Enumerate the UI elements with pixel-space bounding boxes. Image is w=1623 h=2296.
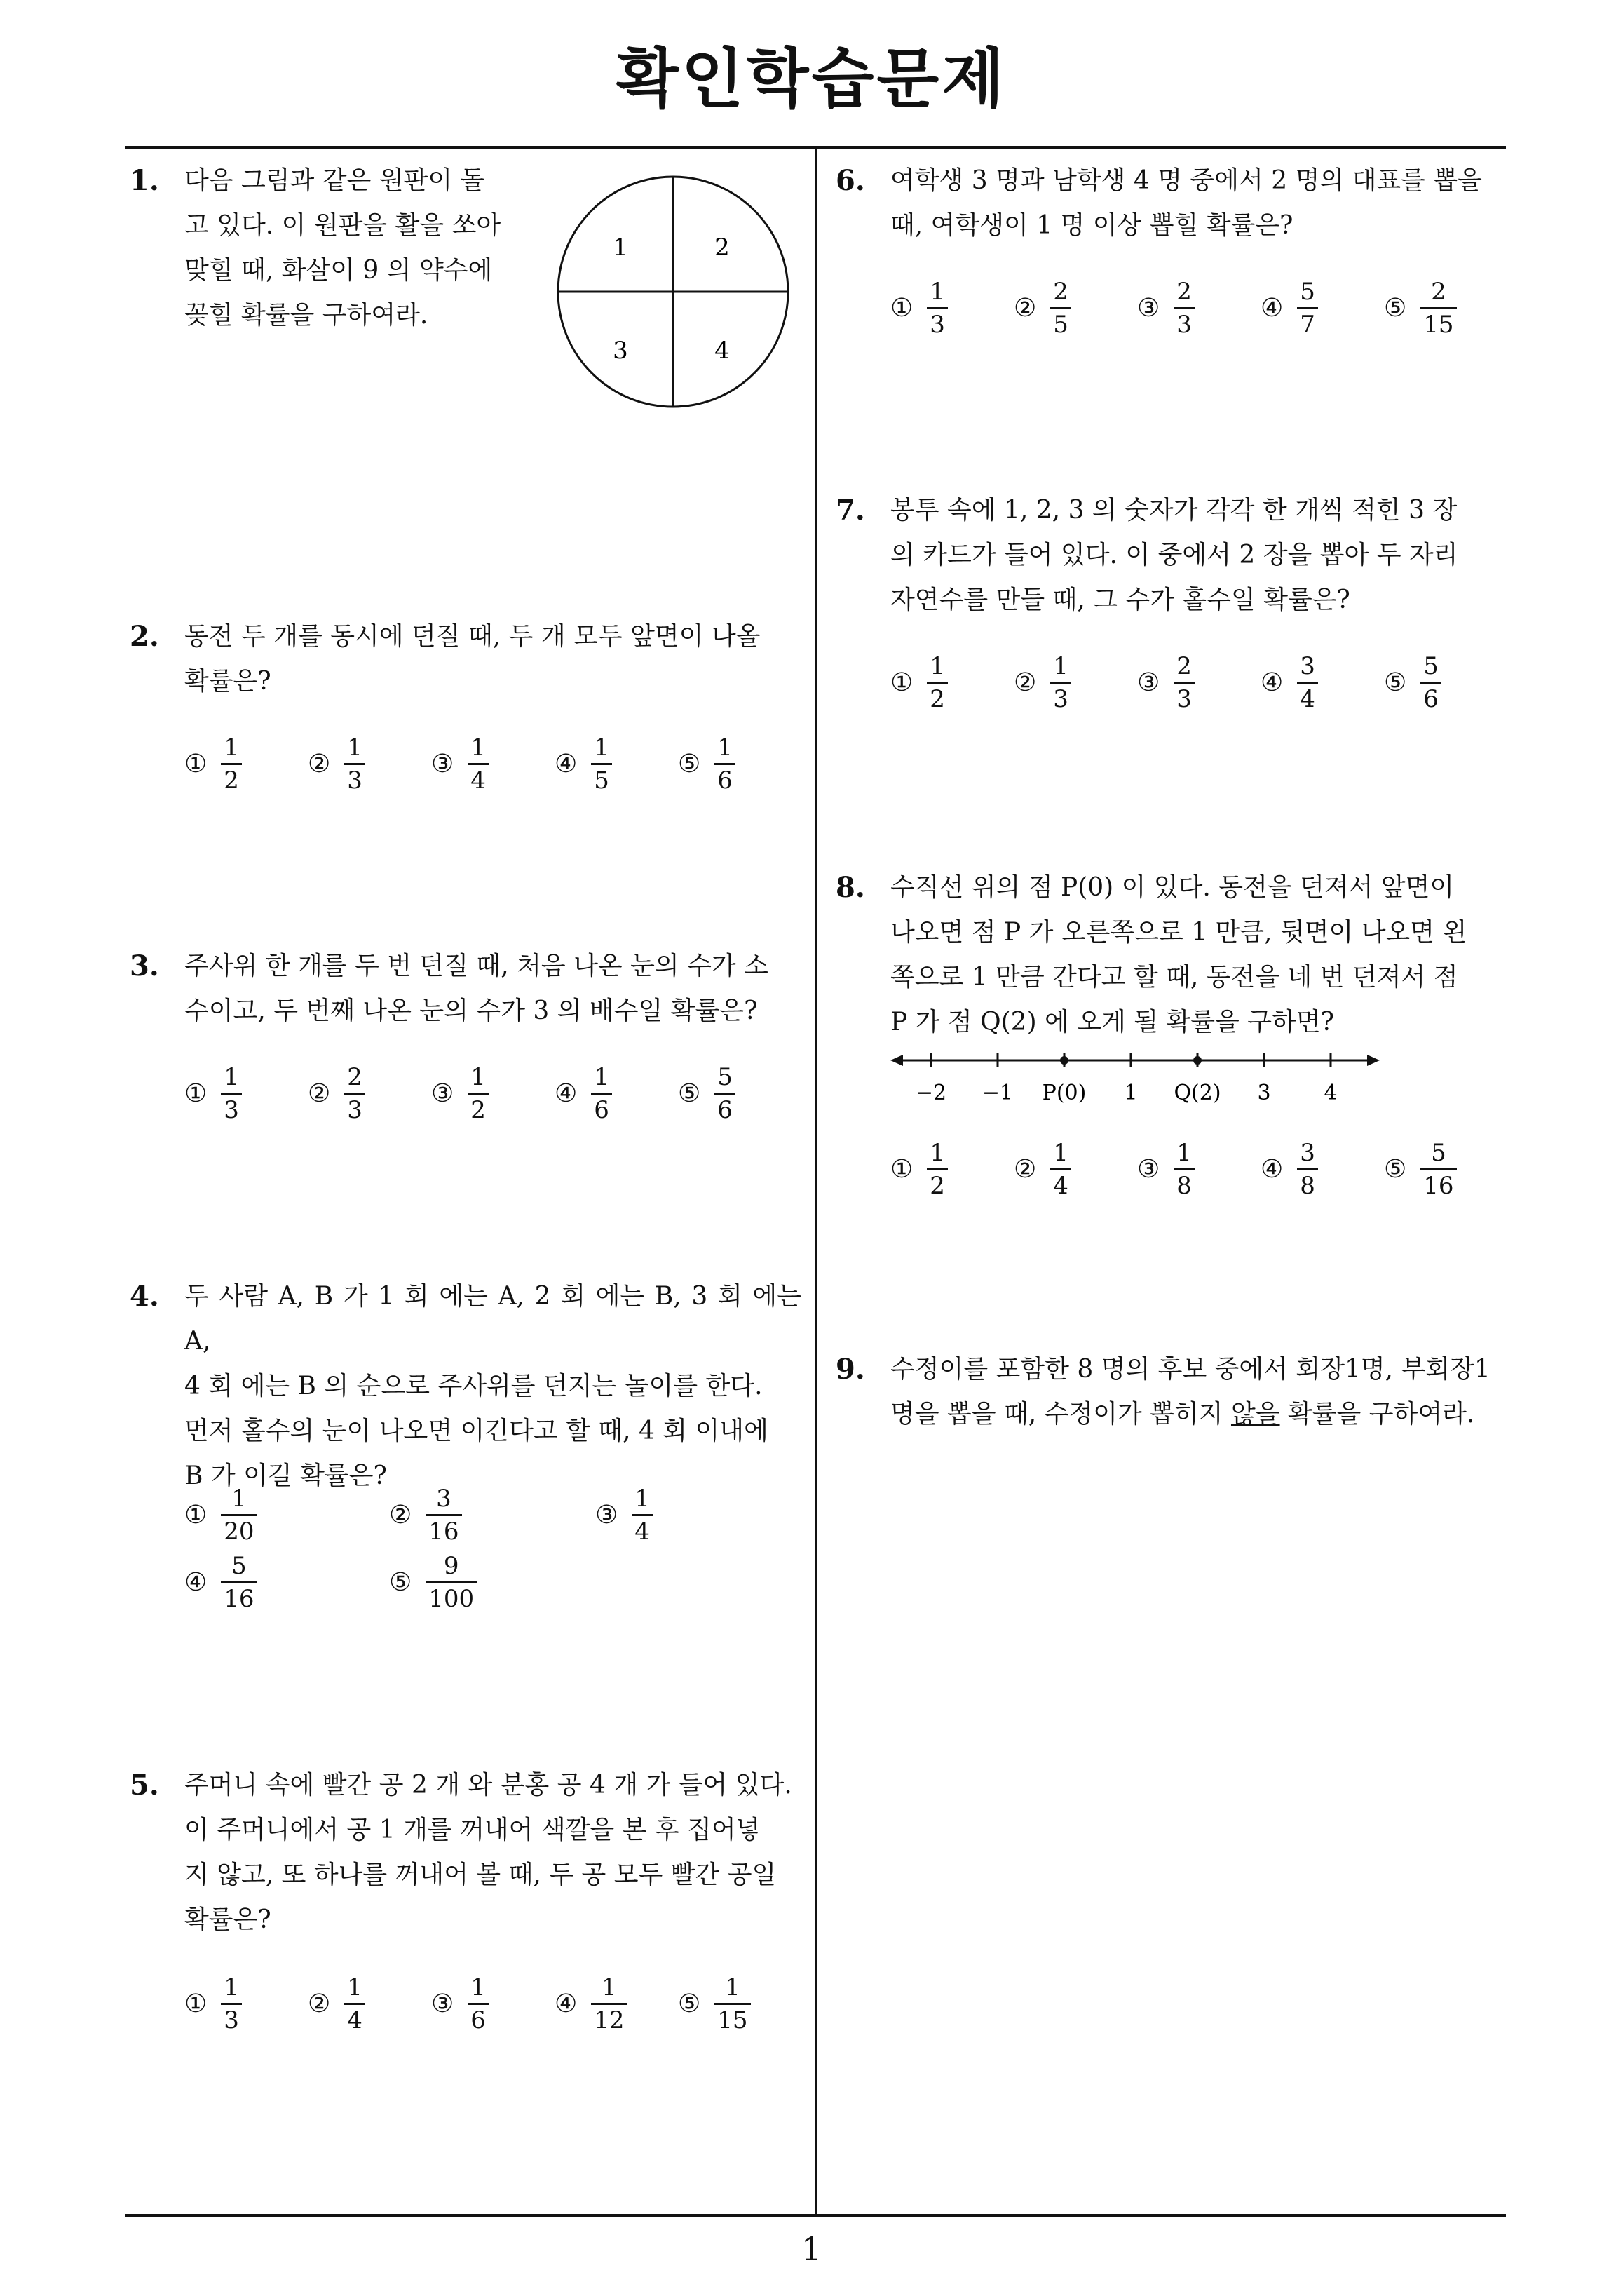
tick-label: −1	[982, 1081, 1014, 1105]
tick-label: 1	[1124, 1081, 1138, 1105]
target-disc	[554, 173, 792, 411]
choice-3[interactable]: ③ $\frac{2}{3}$	[1137, 278, 1195, 339]
choice-3[interactable]: ③ $\frac{1}{4}$	[595, 1485, 653, 1546]
emphasized-word: 않을	[1230, 1400, 1280, 1429]
question-text-line: 수정이를 포함한 8 명의 후보 중에서 회장1명, 부회장1	[890, 1355, 1490, 1384]
page-number: 1	[801, 2230, 822, 2268]
question-3	[130, 944, 803, 1154]
question-number: 5.	[130, 1769, 159, 1802]
question-8	[836, 865, 1509, 1216]
choice-3[interactable]: ③ $\frac{1}{4}$	[431, 734, 489, 795]
question-text-line: 명을 뽑을 때, 수정이가 뽑히지 않을 확률을 구하여라.	[890, 1400, 1475, 1429]
choice-2[interactable]: ② $\frac{1}{3}$	[1014, 652, 1071, 713]
question-text: 봉투 속에 1, 2, 3 의 숫자가 각각 한 개씩 적힌 3 장 의 카드가 들어 있다. 이 중에서 2 장을 뽑아 두 자리 자연수를 만들 때, 그 수가 홀수일 확률은?	[890, 496, 1458, 614]
choice-5[interactable]: ⑤ $\frac{9}{100}$	[389, 1552, 477, 1613]
disc-label-2: 2	[714, 234, 730, 262]
tick-label: 3	[1257, 1081, 1271, 1105]
tick-label: 4	[1324, 1081, 1338, 1105]
choice-4[interactable]: ④ $\frac{1}{12}$	[555, 1973, 627, 2034]
question-9	[836, 1347, 1509, 1459]
disc-label-3: 3	[613, 337, 628, 365]
choice-2[interactable]: ② $\frac{2}{3}$	[308, 1063, 365, 1124]
choice-5[interactable]: ⑤ $\frac{1}{15}$	[678, 1973, 751, 2034]
question-text: 주머니 속에 빨간 공 2 개 와 분홍 공 4 개 가 들어 있다. 이 주머니에서 공 1 개를 꺼내어 색깔을 본 후 집어넣 지 않고, 또 하나를 꺼내어 볼 때, 두 공 모두 빨간 공일 확률은?	[184, 1771, 792, 1934]
question-number: 7.	[836, 494, 865, 527]
question-2	[130, 614, 803, 825]
choice-4[interactable]: ④ $\frac{1}{5}$	[555, 734, 612, 795]
choice-1[interactable]: ① $\frac{1}{2}$	[890, 1139, 948, 1200]
bottom-rule	[125, 2214, 1506, 2217]
choice-5[interactable]: ⑤ $\frac{5}{6}$	[678, 1063, 735, 1124]
choice-4[interactable]: ④ $\frac{1}{6}$	[555, 1063, 612, 1124]
question-text: 동전 두 개를 동시에 던질 때, 두 개 모두 앞면이 나올 확률은?	[184, 622, 761, 696]
choice-1[interactable]: ① $\frac{1}{2}$	[184, 734, 242, 795]
question-5	[130, 1763, 803, 2058]
choice-2[interactable]: ② $\frac{2}{5}$	[1014, 278, 1071, 339]
question-4	[130, 1274, 803, 1639]
question-text: 두 사람 A, B 가 1 회 에는 A, 2 회 에는 B, 3 회 에는 A, 4 회 에는 B 의 순으로 주사위를 던지는 놀이를 한다. 먼저 홀수의 눈이 나오면 이긴다고 할 때, 4 회 이내에 B 가 이길 확률은?	[184, 1282, 801, 1490]
question-number: 4.	[130, 1280, 159, 1313]
question-6	[836, 158, 1509, 369]
question-number: 1.	[130, 164, 159, 197]
choice-4[interactable]: ④ $\frac{5}{16}$	[184, 1552, 257, 1613]
choice-4[interactable]: ④ $\frac{5}{7}$	[1261, 278, 1318, 339]
question-7	[836, 488, 1509, 741]
question-1	[130, 158, 803, 439]
question-text: 수직선 위의 점 P(0) 이 있다. 동전을 던져서 앞면이 나오면 점 P 가 오른쪽으로 1 만큼, 뒷면이 나오면 왼 쪽으로 1 만큼 간다고 할 때, 동전을 네 번 던져서 점 P 가 점 Q(2) 에 오게 될 확률을 구하면?	[890, 873, 1467, 1036]
question-number: 3.	[130, 950, 159, 982]
choice-4[interactable]: ④ $\frac{3}{4}$	[1261, 652, 1318, 713]
question-text: 다음 그림과 같은 원판이 돌 고 있다. 이 원판을 활을 쏘아 맞힐 때, 화살이 9 의 약수에 꽂힐 확률을 구하여라.	[184, 166, 501, 330]
number-line	[890, 1045, 1381, 1122]
choice-3[interactable]: ③ $\frac{1}{2}$	[431, 1063, 489, 1124]
choice-1[interactable]: ① $\frac{1}{3}$	[890, 278, 948, 339]
question-text	[890, 1347, 1507, 1437]
point-q	[1193, 1056, 1202, 1065]
question-number: 2.	[130, 620, 159, 653]
choice-1[interactable]: ① $\frac{1}{2}$	[890, 652, 948, 713]
question-text: 여학생 3 명과 남학생 4 명 중에서 2 명의 대표를 뽑을 때, 여학생이 1 명 이상 뽑힐 확률은?	[890, 166, 1482, 240]
choice-5[interactable]: ⑤ $\frac{5}{16}$	[1384, 1139, 1457, 1200]
question-number: 9.	[836, 1353, 865, 1386]
column-divider	[815, 146, 817, 2216]
choice-3[interactable]: ③ $\frac{1}{8}$	[1137, 1139, 1195, 1200]
disc-label-1: 1	[613, 234, 628, 262]
tick-label: −2	[915, 1081, 947, 1105]
choice-5[interactable]: ⑤ $\frac{5}{6}$	[1384, 652, 1441, 713]
choice-3[interactable]: ③ $\frac{2}{3}$	[1137, 652, 1195, 713]
choice-5[interactable]: ⑤ $\frac{2}{15}$	[1384, 278, 1457, 339]
page-title: 확인학습문제	[616, 41, 1007, 116]
tick-label: P(0)	[1042, 1081, 1087, 1105]
choice-2[interactable]: ② $\frac{1}{3}$	[308, 734, 365, 795]
choice-2[interactable]: ② $\frac{1}{4}$	[308, 1973, 365, 2034]
choice-1[interactable]: ① $\frac{1}{3}$	[184, 1063, 242, 1124]
choice-5[interactable]: ⑤ $\frac{1}{6}$	[678, 734, 735, 795]
choice-3[interactable]: ③ $\frac{1}{6}$	[431, 1973, 489, 2034]
tick-label: Q(2)	[1174, 1081, 1221, 1105]
choice-1[interactable]: ① $\frac{1}{20}$	[184, 1485, 257, 1546]
choice-4[interactable]: ④ $\frac{3}{8}$	[1261, 1139, 1318, 1200]
point-p	[1060, 1056, 1068, 1065]
choice-2[interactable]: ② $\frac{3}{16}$	[389, 1485, 462, 1546]
question-text: 주사위 한 개를 두 번 던질 때, 처음 나온 눈의 수가 소 수이고, 두 번째 나온 눈의 수가 3 의 배수일 확률은?	[184, 952, 768, 1025]
choice-1[interactable]: ① $\frac{1}{3}$	[184, 1973, 242, 2034]
disc-label-4: 4	[714, 337, 730, 365]
question-number: 8.	[836, 871, 865, 904]
choice-2[interactable]: ② $\frac{1}{4}$	[1014, 1139, 1071, 1200]
question-number: 6.	[836, 164, 865, 197]
